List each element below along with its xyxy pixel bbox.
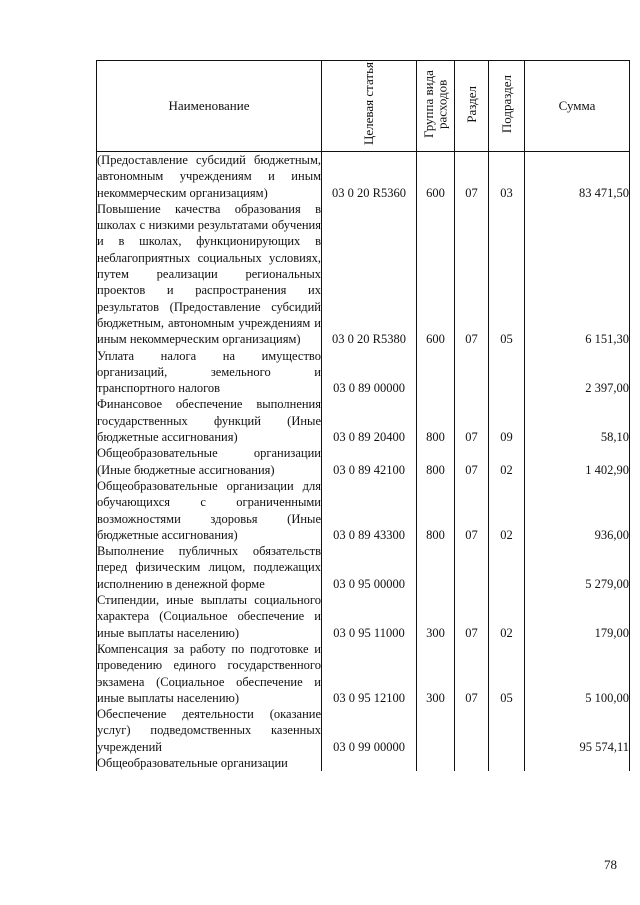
cell-group: 600 xyxy=(417,201,455,348)
cell-code: 03 0 95 12100 xyxy=(322,641,417,706)
cell-section xyxy=(455,755,489,771)
cell-code: 03 0 20 R5380 xyxy=(322,201,417,348)
header-name: Наименование xyxy=(97,61,322,152)
table-row xyxy=(97,478,630,543)
table-header-row xyxy=(97,61,630,152)
cell-section: 07 xyxy=(455,152,489,201)
cell-code: 03 0 89 42100 xyxy=(322,445,417,478)
cell-subsection: 02 xyxy=(489,592,525,641)
page-number: 78 xyxy=(604,857,617,872)
header-subsection: Подраздел xyxy=(489,61,525,152)
cell-sum: 2 397,00 xyxy=(525,348,630,397)
cell-code: 03 0 20 R5360 xyxy=(322,152,417,201)
cell-subsection: 02 xyxy=(489,478,525,543)
cell-subsection xyxy=(489,543,525,592)
table-row xyxy=(97,445,630,478)
cell-group xyxy=(417,348,455,397)
cell-name: (Предоставление субсидий бюджетным, автономным учреждениям и иным некоммерческим организациям) xyxy=(97,153,321,200)
cell-sum: 6 151,30 xyxy=(525,201,630,348)
cell-code: 03 0 89 00000 xyxy=(322,348,417,397)
cell-subsection: 09 xyxy=(489,396,525,445)
header-sum: Сумма xyxy=(525,61,630,152)
cell-section: 07 xyxy=(455,396,489,445)
header-section: Раздел xyxy=(455,61,489,152)
header-target: Целевая статья xyxy=(322,61,417,152)
cell-subsection: 05 xyxy=(489,201,525,348)
table-row xyxy=(97,641,630,706)
cell-name: Стипендии, иные выплаты социального характера (Социальное обеспечение и иные выплаты населению) xyxy=(97,593,321,640)
cell-subsection: 05 xyxy=(489,641,525,706)
cell-section: 07 xyxy=(455,592,489,641)
cell-sum: 936,00 xyxy=(525,478,630,543)
cell-group: 300 xyxy=(417,641,455,706)
cell-name: Общеобразовательные организации (Иные бюджетные ассигнования) xyxy=(97,446,321,477)
cell-section xyxy=(455,543,489,592)
cell-sum: 5 100,00 xyxy=(525,641,630,706)
cell-name: Обеспечение деятельности (оказание услуг) подведомственных казенных учреждений xyxy=(97,707,321,754)
cell-sum: 95 574,11 xyxy=(525,706,630,755)
cell-section xyxy=(455,348,489,397)
cell-sum: 58,10 xyxy=(525,396,630,445)
cell-code xyxy=(322,755,417,771)
cell-subsection: 02 xyxy=(489,445,525,478)
cell-name: Уплата налога на имущество организаций, земельного и транспортного налогов xyxy=(97,348,321,396)
cell-subsection xyxy=(489,755,525,771)
cell-group xyxy=(417,543,455,592)
cell-subsection: 03 xyxy=(489,152,525,201)
cell-sum: 1 402,90 xyxy=(525,445,630,478)
cell-code: 03 0 89 20400 xyxy=(322,396,417,445)
cell-code: 03 0 89 43300 xyxy=(322,478,417,543)
cell-sum: 83 471,50 xyxy=(525,152,630,201)
table-row xyxy=(97,201,630,348)
cell-group xyxy=(417,706,455,755)
cell-section: 07 xyxy=(455,478,489,543)
table-row xyxy=(97,396,630,445)
cell-code: 03 0 99 00000 xyxy=(322,706,417,755)
cell-name: Компенсация за работу по подготовке и проведению единого государственного экзамена (Социальное обеспечение и иные выплаты населению) xyxy=(97,641,321,705)
budget-table xyxy=(96,60,630,771)
cell-section: 07 xyxy=(455,201,489,348)
table-row xyxy=(97,152,630,201)
cell-name: Выполнение публичных обязательств перед физическим лицом, подлежащих исполнению в денежной форме xyxy=(97,544,321,591)
cell-sum xyxy=(525,755,630,771)
cell-sum: 179,00 xyxy=(525,592,630,641)
cell-subsection xyxy=(489,348,525,397)
table-row xyxy=(97,348,630,397)
cell-section: 07 xyxy=(455,641,489,706)
cell-name: Общеобразовательные организации для обучающихся с ограниченными возможностями здоровья (Иные бюджетные ассигнования) xyxy=(97,478,321,542)
cell-group: 300 xyxy=(417,592,455,641)
cell-code: 03 0 95 11000 xyxy=(322,592,417,641)
header-group: Группа вида расходов xyxy=(417,61,455,152)
cell-code: 03 0 95 00000 xyxy=(322,543,417,592)
table-row xyxy=(97,755,630,771)
cell-section: 07 xyxy=(455,445,489,478)
table-row xyxy=(97,592,630,641)
cell-group: 800 xyxy=(417,445,455,478)
cell-group: 800 xyxy=(417,396,455,445)
cell-subsection xyxy=(489,706,525,755)
cell-group: 600 xyxy=(417,152,455,201)
cell-name: Повышение качества образования в школах с низкими результатами обучения и в школах, функционирующих в неблагоприятных социальных условиях, путем реализации региональных проектов и распространения их результатов (Предоставление субсидий бюджетным, автономным учреждениям и иным некоммерческим организациям) xyxy=(97,201,321,347)
table-row xyxy=(97,543,630,592)
cell-group xyxy=(417,755,455,771)
cell-section xyxy=(455,706,489,755)
cell-name: Общеобразовательные организации xyxy=(97,755,322,771)
cell-group: 800 xyxy=(417,478,455,543)
cell-name: Финансовое обеспечение выполнения государственных функций (Иные бюджетные ассигнования) xyxy=(97,397,321,445)
cell-sum: 5 279,00 xyxy=(525,543,630,592)
table-row xyxy=(97,706,630,755)
